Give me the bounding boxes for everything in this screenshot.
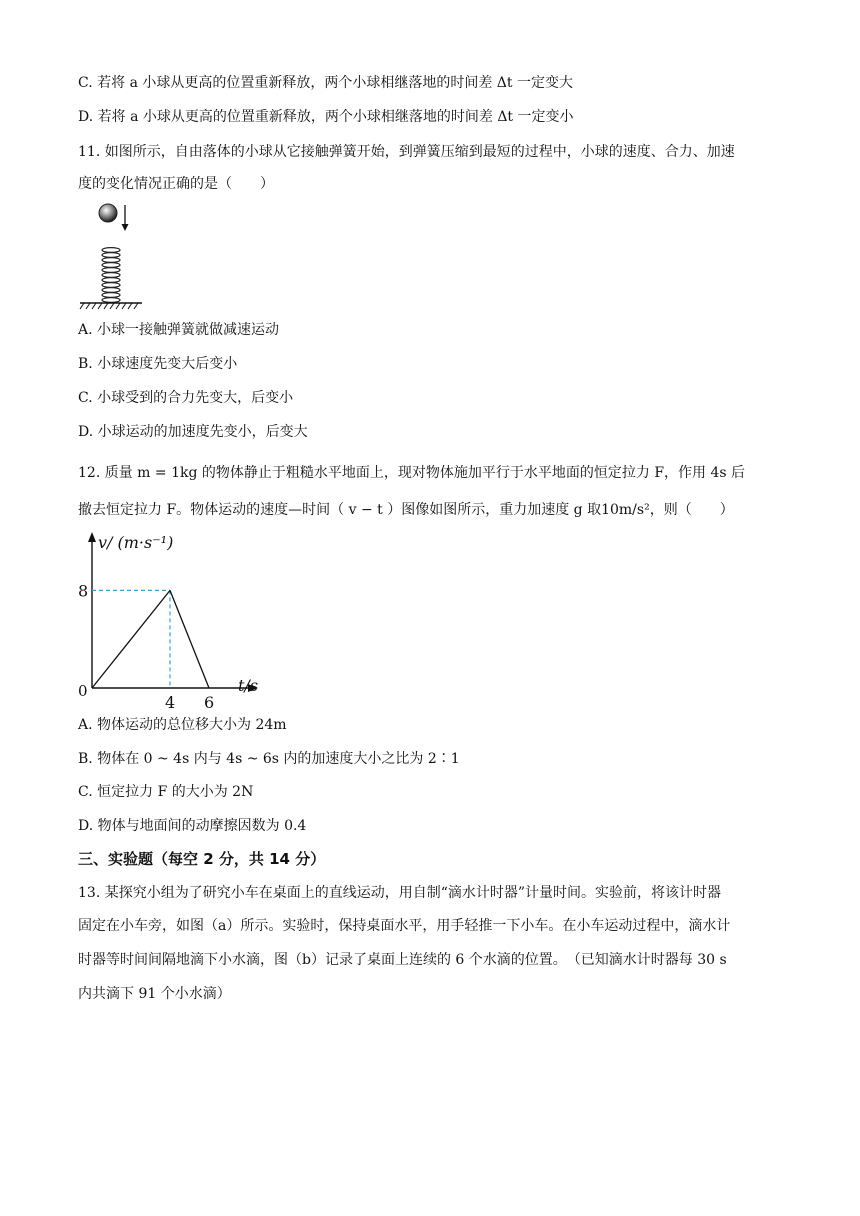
spring-ball-figure	[78, 200, 158, 312]
down-arrow-icon	[122, 205, 129, 231]
q10-option-d: D. 若将 a 小球从更高的位置重新释放，两个小球相继落地的时间差 Δt 一定变小	[78, 109, 574, 125]
origin-label: 0	[78, 682, 88, 700]
q13-line3: 时器等时间间隔地滴下小水滴，图（b）记录了桌面上连续的 6 个水滴的位置。 （已知滴水计时器每 30 s	[78, 952, 727, 968]
q11-stem-line1: 11. 如图所示，自由落体的小球从它接触弹簧开始，到弹簧压缩到最短的过程中，小球的速度、合力、加速	[78, 144, 735, 160]
ground	[80, 303, 142, 309]
spring	[102, 248, 120, 303]
y-tick-label: 8	[78, 581, 89, 601]
y-axis-arrow	[88, 532, 96, 542]
velocity-time-chart	[72, 528, 272, 708]
ball	[99, 204, 117, 222]
q13-line1: 13. 某探究小组为了研究小车在桌面上的直线运动，用自制“滴水计时器”计量时间。实验前，将该计时器	[78, 885, 722, 901]
q12-option-b: B. 物体在 0 ~ 4s 内与 4s ~ 6s 内的加速度大小之比为 2∶1	[78, 751, 460, 767]
q11-option-b: B. 小球速度先变大后变小	[78, 356, 238, 372]
series-segment	[92, 590, 170, 688]
q11-stem-line2: 度的变化情况正确的是（ ）	[78, 176, 274, 192]
section-title: 三、实验题（每空 2 分，共 14 分）	[78, 850, 326, 868]
q12-stem-line1: 12. 质量 m = 1kg 的物体静止于粗糙水平地面上，现对物体施加平行于水平地面的恒定拉力 F，作用 4s 后	[78, 465, 746, 481]
q11-option-a: A. 小球一接触弹簧就做减速运动	[78, 322, 280, 338]
q13-line2: 固定在小车旁，如图（a）所示。实验时，保持桌面水平，用手轻推一下小车。在小车运动过程中，滴水计	[78, 918, 731, 934]
q11-option-c: C. 小球受到的合力先变大，后变小	[78, 390, 294, 406]
x-tick-label: 6	[204, 693, 215, 708]
x-axis-label: t/s	[238, 676, 259, 695]
chart-axes	[88, 532, 258, 692]
y-axis-label: v/ (m·s⁻¹)	[98, 533, 174, 552]
q10-option-c: C. 若将 a 小球从更高的位置重新释放，两个小球相继落地的时间差 Δt 一定变大	[78, 75, 573, 91]
q13-line4: 内共滴下 91 个小水滴）	[78, 986, 231, 1002]
series-segment	[170, 590, 209, 688]
q12-option-d: D. 物体与地面间的动摩擦因数为 0.4	[78, 818, 307, 834]
q11-option-d: D. 小球运动的加速度先变小，后变大	[78, 424, 308, 440]
q12-stem-line2: 撤去恒定拉力 F。物体运动的速度—时间（ v − t ）图像如图所示，重力加速度 g 取10m/s²，则（ ）	[78, 502, 734, 518]
x-tick-label: 4	[165, 693, 176, 708]
q12-option-a: A. 物体运动的总位移大小为 24m	[78, 717, 287, 733]
q12-option-c: C. 恒定拉力 F 的大小为 2N	[78, 784, 254, 800]
